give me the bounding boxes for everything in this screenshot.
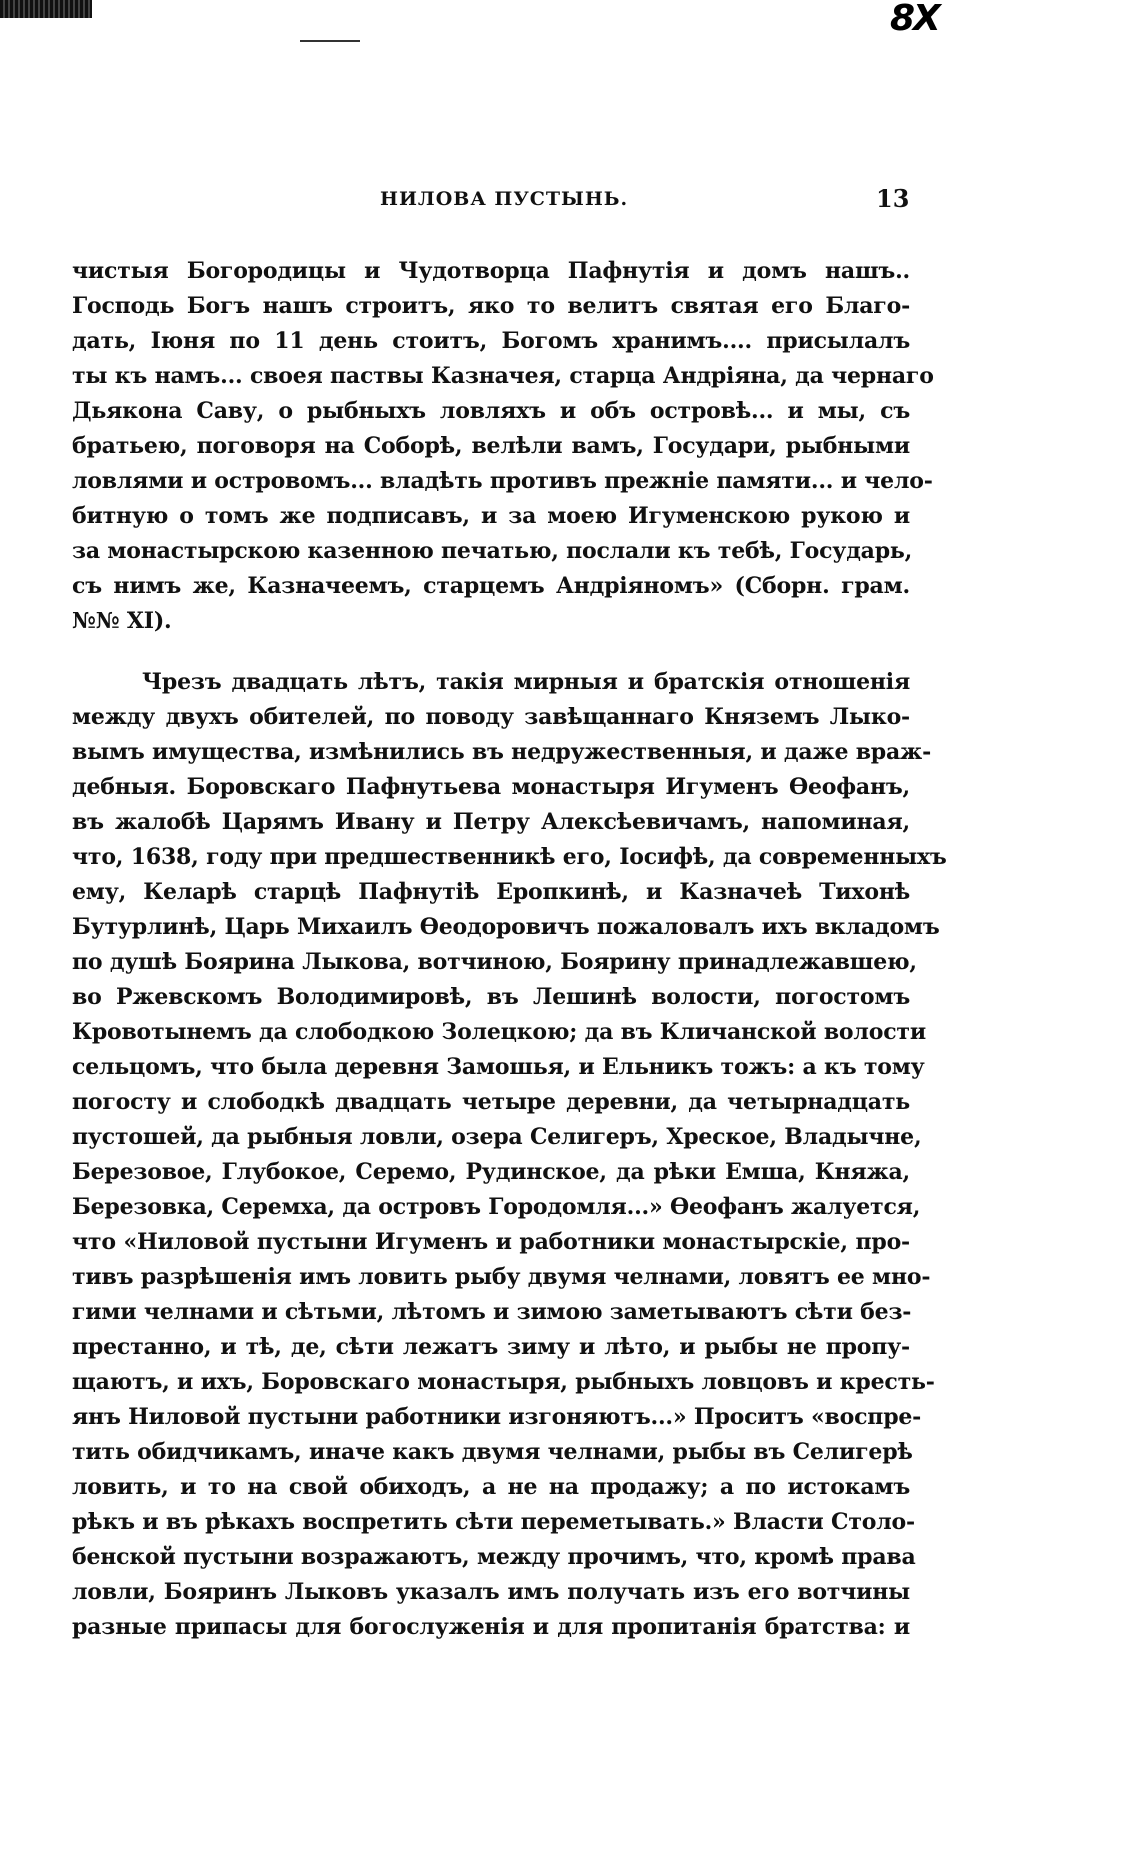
text-line: ловлями и островомъ... владѣть противъ прежніе памяти... и чело- — [72, 468, 933, 494]
text-line: ты къ намъ... своея паствы Казначея, старца Андріяна, да чернаго — [72, 363, 934, 389]
text-line: ему, Келарѣ старцѣ Пафнутіѣ Еропкинѣ, и Казначеѣ Тихонѣ — [72, 879, 910, 905]
text-line: Березовка, Серемха, да островъ Городомля...» Ѳеофанъ жалуется, — [72, 1194, 921, 1220]
text-line: между двухъ обителей, по поводу завѣщаннаго Княземъ Лыко- — [72, 704, 910, 730]
paragraph-1 — [72, 254, 934, 639]
text-line: во Ржевскомъ Володимировѣ, въ Лешинѣ волости, погостомъ — [72, 984, 910, 1010]
text-line: престанно, и тѣ, де, сѣти лежатъ зиму и лѣто, и рыбы не пропу- — [72, 1334, 910, 1360]
text-line: братьею, поговоря на Соборѣ, велѣли вамъ, Государи, рыбными — [72, 433, 910, 459]
scan-edge-line — [300, 40, 360, 42]
text-line: Кровотынемъ да слободкою Золецкою; да въ Кличанской волости — [72, 1019, 926, 1045]
text-line: что «Ниловой пустыни Игуменъ и работники монастырскіе, про- — [72, 1229, 910, 1255]
text-line: дать, Іюня по 11 день стоитъ, Богомъ хранимъ.... присылалъ — [72, 328, 910, 354]
text-line: вымъ имущества, измѣнились въ недружественныя, и даже враж- — [72, 739, 931, 765]
handwritten-stamp: 8X — [890, 0, 939, 39]
text-line: разные припасы для богослуженія и для пропитанія братства: и — [72, 1614, 910, 1640]
text-line: рѣкъ и въ рѣкахъ воспретить сѣти переметывать.» Власти Столо- — [72, 1509, 915, 1535]
body-text — [72, 254, 947, 1645]
text-line: за монастырскою казенною печатью, послали къ тебѣ, Государь, — [72, 538, 913, 564]
page-number: 13 — [876, 184, 910, 213]
text-line: пустошей, да рыбныя ловли, озера Селигеръ, Хреское, Владычне, — [72, 1124, 922, 1150]
text-line: Дьякона Саву, о рыбныхъ ловляхъ и объ островѣ... и мы, съ — [72, 398, 910, 424]
text-line: Чрезъ двадцать лѣтъ, такія мирныя и братскія отношенія — [142, 669, 910, 695]
text-line: янъ Ниловой пустыни работники изгоняютъ...» Проситъ «воспре- — [72, 1404, 922, 1430]
text-line: Бутурлинѣ, Царь Михаилъ Ѳеодоровичъ пожаловалъ ихъ вкладомъ — [72, 914, 940, 940]
text-line: съ нимъ же, Казначеемъ, старцемъ Андріяномъ» (Сборн. грам. — [72, 573, 910, 599]
text-line: тивъ разрѣшенія имъ ловить рыбу двумя челнами, ловятъ ее мно- — [72, 1264, 931, 1290]
text-line: бенской пустыни возражаютъ, между прочимъ, что, кромѣ права — [72, 1544, 916, 1570]
text-line: гими челнами и сѣтьми, лѣтомъ и зимою заметываютъ сѣти без- — [72, 1299, 912, 1325]
text-line: битную о томъ же подписавъ, и за моею Игуменскою рукою и — [72, 503, 910, 529]
text-line: чистыя Богородицы и Чудотворца Пафнутія и домъ нашъ.. — [72, 258, 910, 284]
text-line: №№ XI). — [72, 608, 172, 634]
text-line: погосту и слободкѣ двадцать четыре деревни, да четырнадцать — [72, 1089, 910, 1115]
text-line: Березовое, Глубокое, Серемо, Рудинское, да рѣки Емша, Княжа, — [72, 1159, 910, 1185]
text-line: ловли, Бояринъ Лыковъ указалъ имъ получать изъ его вотчины — [72, 1579, 910, 1605]
text-line: щаютъ, и ихъ, Боровскаго монастыря, рыбныхъ ловцовъ и кресть- — [72, 1369, 935, 1395]
scan-edge-mark — [0, 0, 92, 18]
text-line: по душѣ Боярина Лыкова, вотчиною, Боярину принадлежавшею, — [72, 949, 917, 975]
text-line: тить обидчикамъ, иначе какъ двумя челнами, рыбы въ Селигерѣ — [72, 1439, 913, 1465]
text-line: ловить, и то на свой обиходъ, а не на продажу; а по истокамъ — [72, 1474, 910, 1500]
text-line: Господь Богъ нашъ строитъ, яко то велитъ святая его Благо- — [72, 293, 910, 319]
text-line: дебныя. Боровскаго Пафнутьева монастыря Игуменъ Ѳеофанъ, — [72, 774, 910, 800]
paragraph-2 — [72, 665, 947, 1645]
paragraph-gap — [72, 639, 910, 665]
text-line: сельцомъ, что была деревня Замошья, и Ельникъ тожъ: а къ тому — [72, 1054, 925, 1080]
text-line: что, 1638, году при предшественникѣ его, Іосифѣ, да современныхъ — [72, 844, 947, 870]
running-head: НИЛОВА ПУСТЫНЬ. — [380, 188, 629, 210]
text-line: въ жалобѣ Царямъ Ивану и Петру Алексѣевичамъ, напоминая, — [72, 809, 910, 835]
